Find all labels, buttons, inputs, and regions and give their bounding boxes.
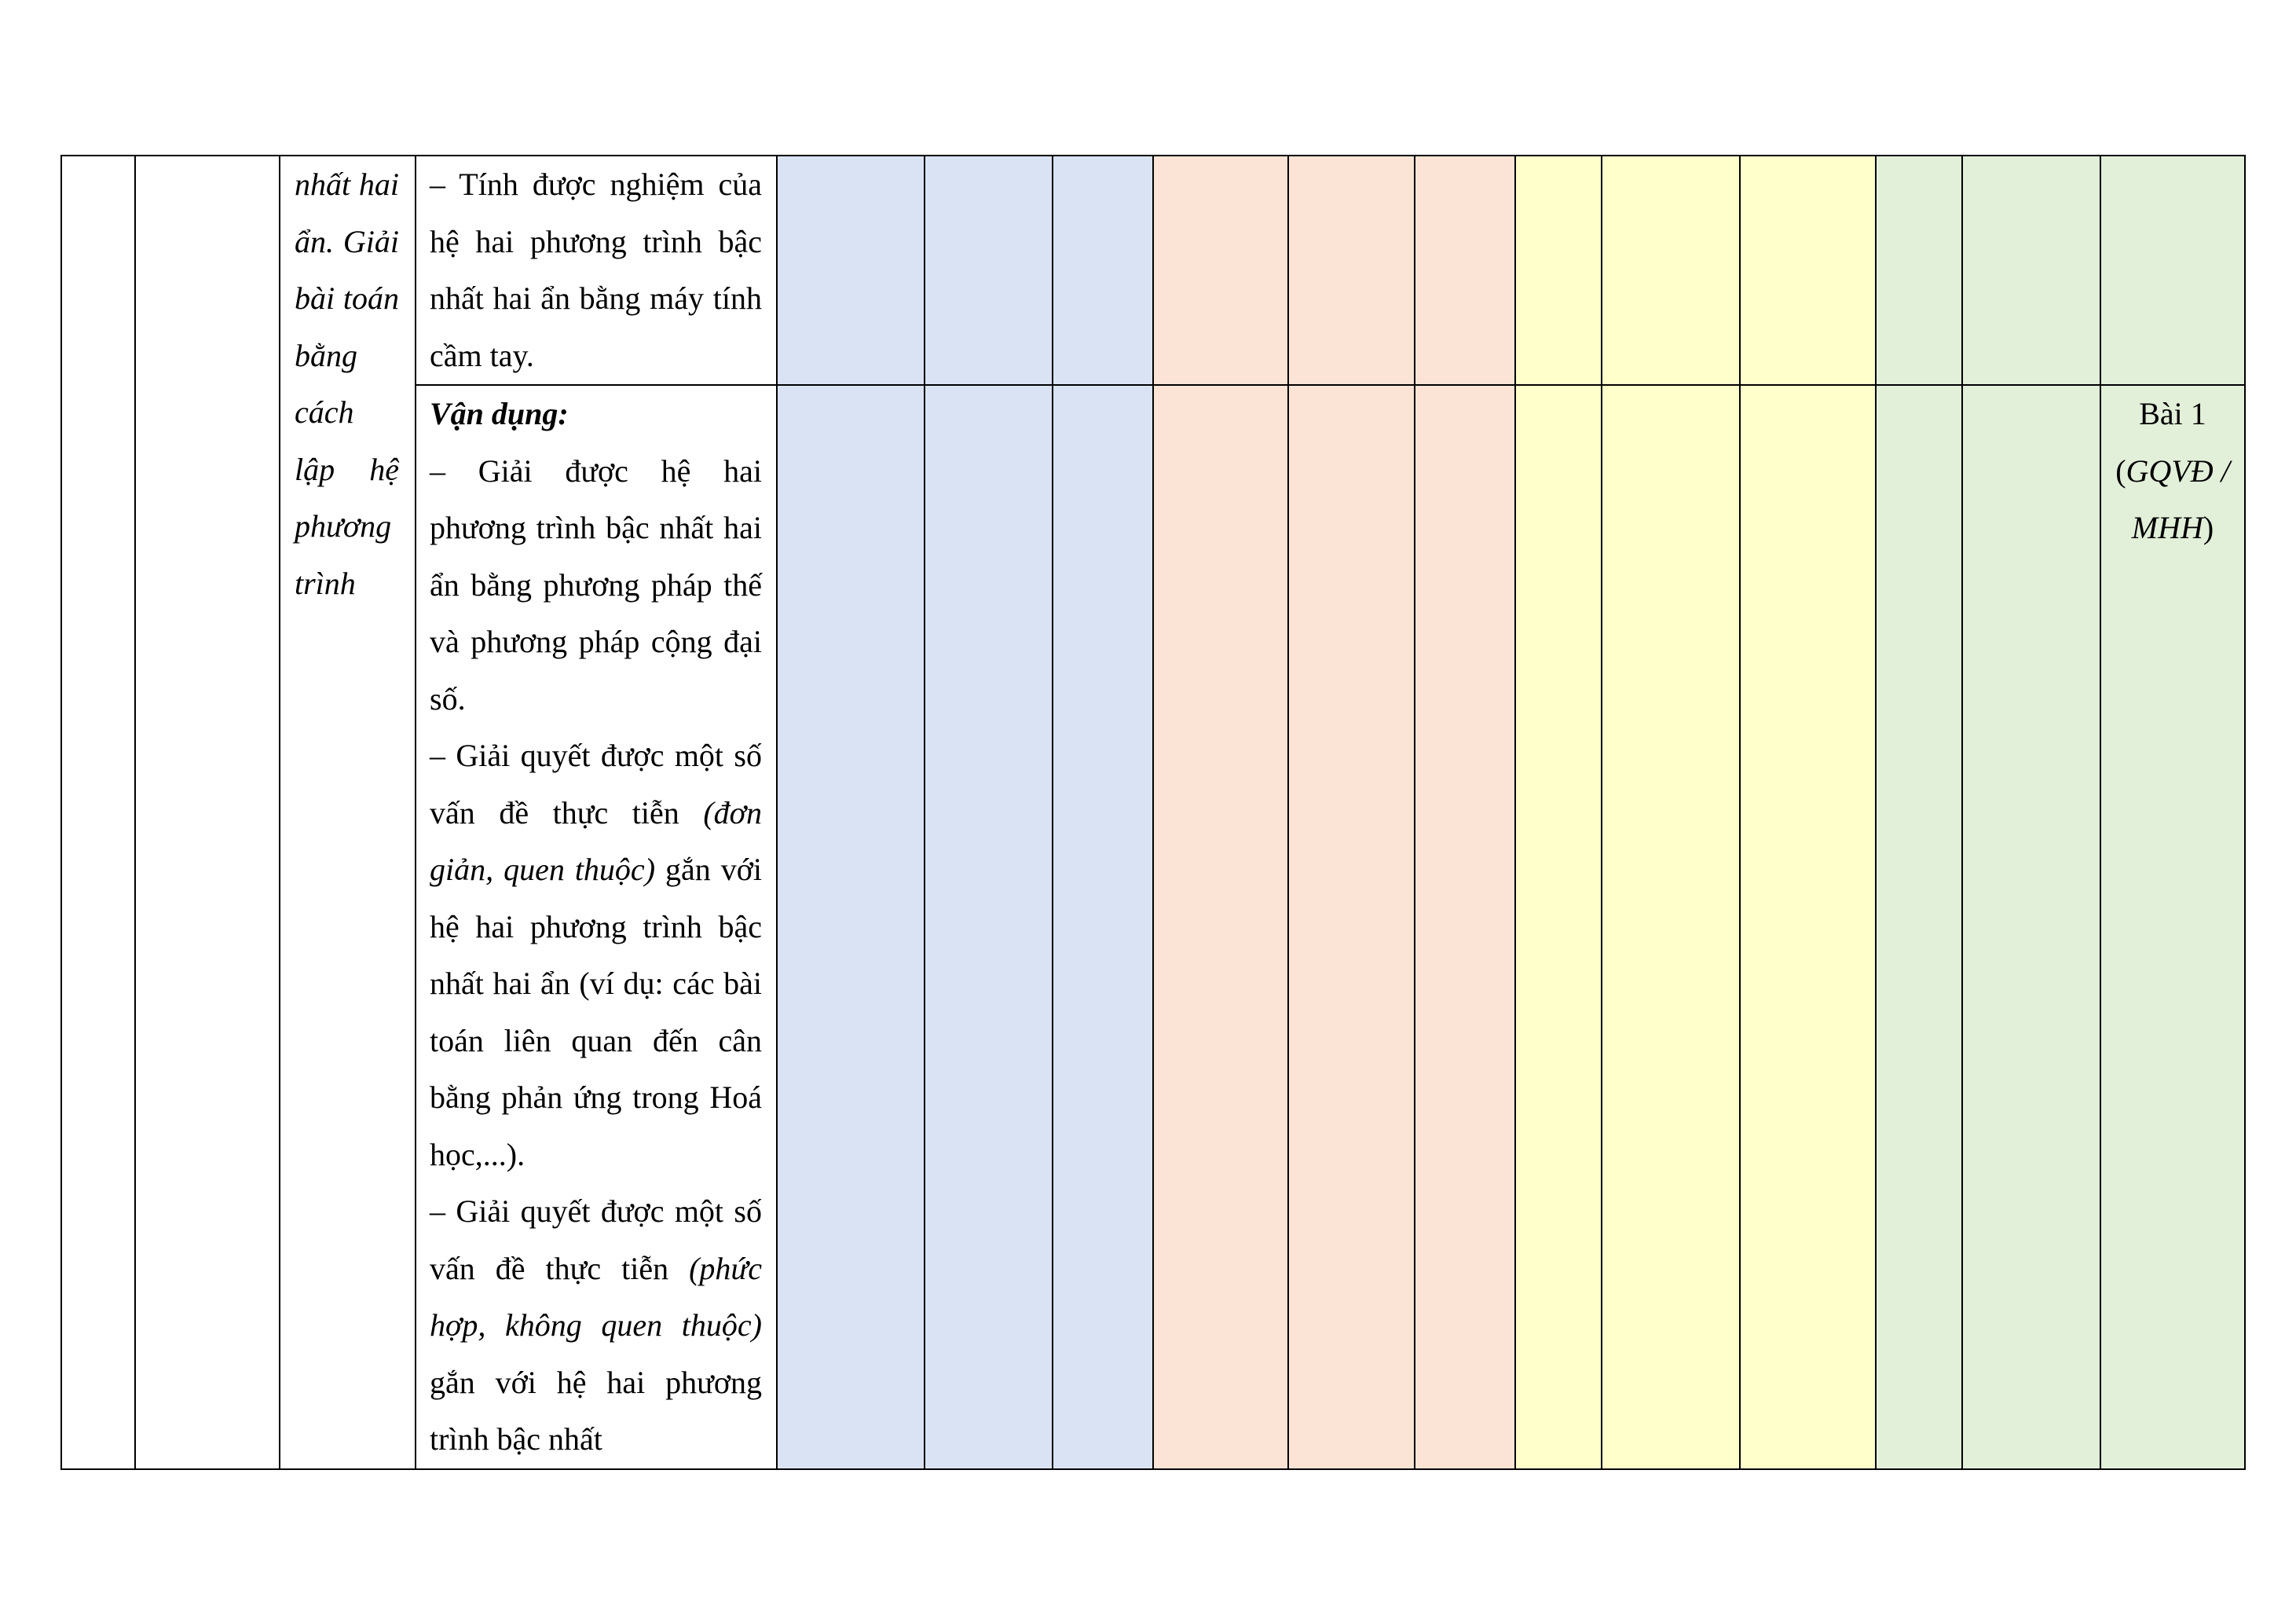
yellow-cell <box>1515 156 1602 385</box>
requirement-cell <box>416 385 777 1469</box>
yellow-cell <box>1602 385 1740 1469</box>
lesson-title: nhất hai ẩn. Giải bài toán bằng cách lập hệ phương trình <box>295 167 399 601</box>
competency-ref: (GQVĐ / MHH) <box>2115 453 2230 545</box>
question-ref-cell <box>2100 385 2245 1469</box>
green-cell <box>1962 385 2100 1469</box>
question-ref: Bài 1 <box>2139 396 2206 431</box>
green-cell <box>1962 156 2100 385</box>
yellow-cell <box>1602 156 1740 385</box>
blue-cell <box>1053 156 1153 385</box>
blue-cell <box>925 156 1053 385</box>
orange-cell <box>1415 385 1515 1469</box>
requirement-text: – Tính được nghiệm của hệ hai phương trình bậc nhất hai ẩn bằng máy tính cầm tay. <box>430 167 762 373</box>
orange-cell <box>1415 156 1515 385</box>
blue-cell <box>777 156 925 385</box>
yellow-cell <box>1515 385 1602 1469</box>
green-cell <box>1876 156 1962 385</box>
requirement-cell <box>416 156 777 385</box>
yellow-cell <box>1740 385 1876 1469</box>
orange-cell <box>1288 385 1415 1469</box>
specification-table <box>60 155 2246 1470</box>
table-row <box>61 156 2245 385</box>
yellow-cell <box>1740 156 1876 385</box>
green-cell <box>1876 385 1962 1469</box>
requirement-item: – Giải quyết được một số vấn đề thực tiễn (đơn giản, quen thuộc) gắn với hệ hai phương trình bậc nhất hai ẩn (ví dụ: các bài toán liên quan đến cân bằng phản ứng trong Hoá học,...). <box>430 738 762 1172</box>
index-cell <box>61 156 135 1469</box>
level-label: Vận dụng: <box>430 396 569 431</box>
requirement-item: – Giải được hệ hai phương trình bậc nhất hai ẩn bằng phương pháp thế và phương pháp cộng đại số. <box>430 453 762 717</box>
orange-cell <box>1288 156 1415 385</box>
orange-cell <box>1153 156 1288 385</box>
blue-cell <box>777 385 925 1469</box>
blue-cell <box>1053 385 1153 1469</box>
requirement-item: – Giải quyết được một số vấn đề thực tiễn (phức hợp, không quen thuộc) gắn với hệ hai phương trình bậc nhất <box>430 1193 762 1457</box>
lesson-cell <box>280 156 416 1469</box>
blue-cell <box>925 385 1053 1469</box>
orange-cell <box>1153 385 1288 1469</box>
topic-cell <box>135 156 280 1469</box>
green-cell <box>2100 156 2245 385</box>
